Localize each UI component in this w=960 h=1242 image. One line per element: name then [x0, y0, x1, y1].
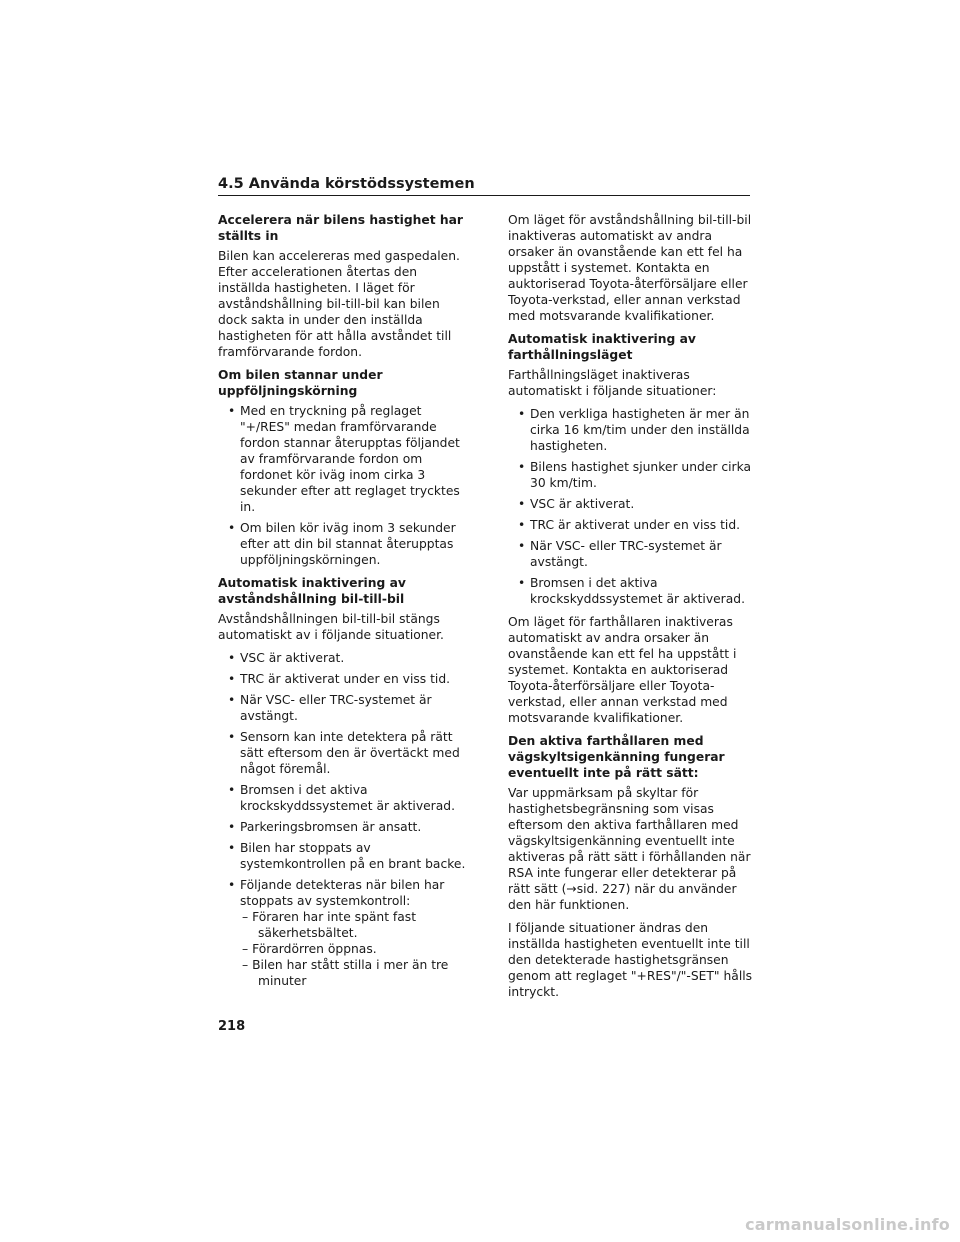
sublist-item: – Förardörren öppnas. — [242, 941, 470, 957]
list-item: • Parkeringsbromsen är ansatt. — [218, 819, 470, 835]
heading-rsa-warning: Den aktiva farthållaren med vägskyltsigenkänning fungerar eventuellt inte på rätt sätt: — [508, 734, 725, 780]
paragraph-auto-cancel-cruise: Farthållningsläget inaktiveras automatiskt i följande situationer: — [508, 368, 717, 398]
list-item: • Bromsen i det aktiva krockskyddssystemet är aktiverad. — [508, 575, 754, 607]
list-item: • Bilen har stoppats av systemkontrollen på en brant backe. — [218, 840, 470, 872]
list-item: • Bromsen i det aktiva krockskyddssystemet är aktiverad. — [218, 782, 470, 814]
list-item: • När VSC- eller TRC-systemet är avstängt. — [218, 692, 470, 724]
list-auto-cancel-cruise — [508, 406, 754, 607]
list-item-text: Följande detekteras när bilen har stoppats av systemkontroll: — [240, 878, 445, 908]
paragraph-speed-change: I följande situationer ändras den inställda hastigheten eventuellt inte till den detekterade hastighetsgränsen genom att reglaget "+RES"/"-SET" hålls intryckt. — [508, 921, 753, 999]
left-column — [218, 212, 470, 996]
list-item: • Den verkliga hastigheten är mer än cirka 16 km/tim under den inställda hastigheten. — [508, 406, 754, 454]
list-item: • TRC är aktiverat under en viss tid. — [508, 517, 754, 533]
paragraph-cruise-fault: Om läget för farthållaren inaktiveras automatiskt av andra orsaker än ovanstående kan ett fel ha uppstått i systemet. Kontakta en auktoriserad Toyota-återförsäljare eller Toyota-verkstad, eller annan verkstad med motsvarande kvalifikationer. — [508, 615, 737, 725]
heading-accelerate: Accelerera när bilens hastighet har ställts in — [218, 213, 464, 243]
list-item: • Om bilen kör iväg inom 3 sekunder efter att din bil stannat återupptas uppföljningskörningen. — [218, 520, 470, 568]
right-column — [508, 212, 754, 1007]
heading-auto-cancel-distance: Automatisk inaktivering av avståndshållning bil-till-bil — [218, 576, 406, 606]
sublist-item: – Bilen har stått stilla i mer än tre minuter — [242, 957, 470, 989]
section-header: 4.5 Använda körstödssystemen — [218, 176, 750, 196]
paragraph-auto-cancel-distance: Avståndshållningen bil-till-bil stängs automatiskt av i följande situationer. — [218, 612, 444, 642]
list-item: • Med en tryckning på reglaget "+/RES" medan framförvarande fordon stannar återupptas följandet av framförvarande fordon om fordonet kör iväg inom cirka 3 sekunder efter att reglaget trycktes in. — [218, 403, 470, 515]
list-item: • Sensorn kan inte detektera på rätt sätt eftersom den är övertäckt med något föremål. — [218, 729, 470, 777]
paragraph-rsa-warning: Var uppmärksam på skyltar för hastighetsbegränsning som visas eftersom den aktiva farthållaren med vägskyltsigenkänning eventuellt inte aktiveras på rätt sätt i förhållanden när RSA inte fungerar eller detekterar på rätt sätt (→sid. 227) när du använder den här funktionen. — [508, 786, 751, 912]
heading-auto-cancel-cruise: Automatisk inaktivering av farthållningsläget — [508, 332, 696, 362]
list-auto-cancel-distance — [218, 650, 470, 989]
list-stop-follow — [218, 403, 470, 568]
list-item: • När VSC- eller TRC-systemet är avstängt. — [508, 538, 754, 570]
list-item: • TRC är aktiverat under en viss tid. — [218, 671, 470, 687]
page-number: 218 — [218, 1019, 246, 1034]
paragraph-distance-fault: Om läget för avståndshållning bil-till-bil inaktiveras automatiskt av andra orsaker än ovanstående kan ett fel ha uppstått i systemet. Kontakta en auktoriserad Toyota-återförsäljare eller Toyota-verkstad, eller annan verkstad med motsvarande kvalifikationer. — [508, 213, 752, 323]
heading-stop-follow: Om bilen stannar under uppföljningskörning — [218, 368, 383, 398]
sublist-detected — [240, 909, 470, 989]
list-item-with-sublist — [218, 877, 470, 989]
list-item: • VSC är aktiverat. — [218, 650, 470, 666]
paragraph-accelerate: Bilen kan accelereras med gaspedalen. Efter accelerationen återtas den inställda hastigheten. I läget för avståndshållning bil-till-bil kan bilen dock sakta in under den inställda hastigheten för att hålla avståndet till framförvarande fordon. — [218, 249, 460, 359]
list-item: • VSC är aktiverat. — [508, 496, 754, 512]
watermark: carmanualsonline.info — [745, 1215, 950, 1234]
sublist-item: – Föraren har inte spänt fast säkerhetsbältet. — [242, 909, 470, 941]
list-item: • Bilens hastighet sjunker under cirka 30 km/tim. — [508, 459, 754, 491]
